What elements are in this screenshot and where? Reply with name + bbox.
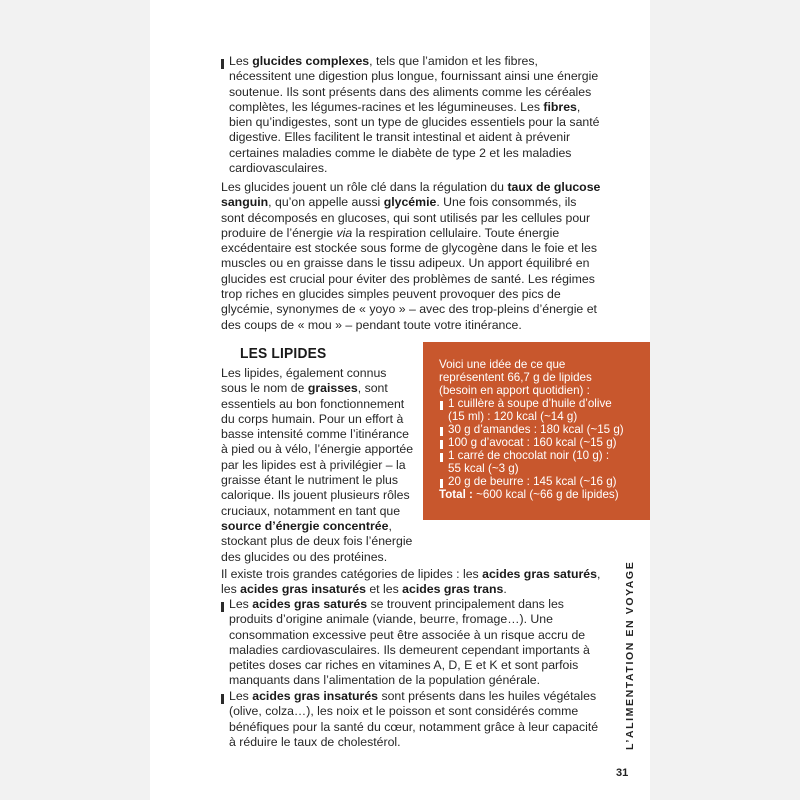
box-bullet-icon <box>440 479 443 488</box>
lipides-example-box <box>423 342 650 520</box>
section-heading: LES LIPIDES <box>240 345 327 362</box>
paragraph-satures: Les acides gras saturés se trouvent principalement dans les produits d’origine animale (viande, beurre, fromage…). Une consommation excessive peut être associée à un risque accru de maladies cardiovasculaires. Ils demeurent cependant importants à petites doses car riches en vitamines A, D, E et K et sont parfois manquants dans l’alimentation de la population générale. <box>229 597 590 688</box>
box-item: 100 g d’avocat : 160 kcal (~15 g) <box>448 436 617 449</box>
paragraph-glucides-complexes: Les glucides complexes, tels que l’amidon et les fibres, nécessitent une digestion plus longue, fournissant ainsi une énergie soutenue. Ils sont présents dans des aliments comme les céréales complètes, les légumes-racines et les légumineuses. Les fibres, bien qu’indigestes, sont un type de glucides essentiels pour la santé digestive. Elles facilitent le transit intestinal et aident à prévenir certaines maladies comme le diabète de type 2 et les maladies cardiovasculaires. <box>229 54 600 176</box>
bullet-icon <box>221 59 224 69</box>
box-bullet-icon <box>440 440 443 449</box>
box-item: 1 carré de chocolat noir (10 g) : <box>448 449 610 462</box>
bullet-icon <box>221 602 224 612</box>
paragraph-lipides: Les lipides, également connus sous le nom de graisses, sont essentiels au bon fonctionnement du corps humain. Pour un effort à basse intensité comme l’itinérance à pied ou à vélo, l’énergie apportée par les lipides est à privilégier – la graisse étant le nutriment le plus calorique. Ils jouent plusieurs rôles cruciaux, notamment en tant que source d’énergie concentrée, stockant plus de deux fois l’énergie des glucides ou des protéines. <box>221 366 414 564</box>
paragraph-insatures: Les acides gras insaturés sont présents dans les huiles végétales (olive, colza…), les noix et le poisson et sont considérés comme bénéfiques pour la santé du cœur, notamment grâce à leur capacité à réduire le taux de cholestérol. <box>229 689 599 749</box>
box-item: 55 kcal (~3 g) <box>448 462 519 475</box>
box-total-label: Total : <box>439 488 473 501</box>
box-item: 1 cuillère à soupe d’huile d’olive <box>448 397 612 410</box>
box-item: 20 g de beurre : 145 kcal (~16 g) <box>448 475 617 488</box>
box-bullet-icon <box>440 427 443 436</box>
paragraph-categories: Il existe trois grandes catégories de lipides : les acides gras saturés, les acides gras insaturés et les acides gras trans. <box>221 567 601 597</box>
bullet-icon <box>221 694 224 704</box>
box-bullet-icon <box>440 453 443 462</box>
box-intro-line: Voici une idée de ce que <box>439 358 566 371</box>
running-title: L’ALIMENTATION EN VOYAGE <box>624 560 636 750</box>
box-total <box>439 489 619 502</box>
box-bullet-icon <box>440 401 443 410</box>
box-intro-line: représentent 66,7 g de lipides <box>439 371 592 384</box>
box-item: (15 ml) : 120 kcal (~14 g) <box>448 410 578 423</box>
box-intro-line: (besoin en apport quotidien) : <box>439 384 590 397</box>
page-number: 31 <box>616 767 629 779</box>
paragraph-glycemie: Les glucides jouent un rôle clé dans la régulation du taux de glucose sanguin, qu’on appelle aussi glycémie. Une fois consommés, ils sont décomposés en glucoses, qui sont utilisés par les cellules pour produire de l’énergie via la respiration cellulaire. Toute énergie excédentaire est stockée sous forme de glycogène dans le foie et les muscles ou en graisse dans le tissu adipeux. Un apport équilibré en glucides est crucial pour éviter des problèmes de santé. Les régimes trop riches en glucides simples peuvent provoquer des pics de glycémie, synonymes de « yoyo » – avec des trop-pleins d’énergie et des coups de « mou » – pendant toute votre itinérance. <box>221 180 601 332</box>
box-total-value: ~600 kcal (~66 g de lipides) <box>472 488 619 501</box>
box-item: 30 g d’amandes : 180 kcal (~15 g) <box>448 423 624 436</box>
